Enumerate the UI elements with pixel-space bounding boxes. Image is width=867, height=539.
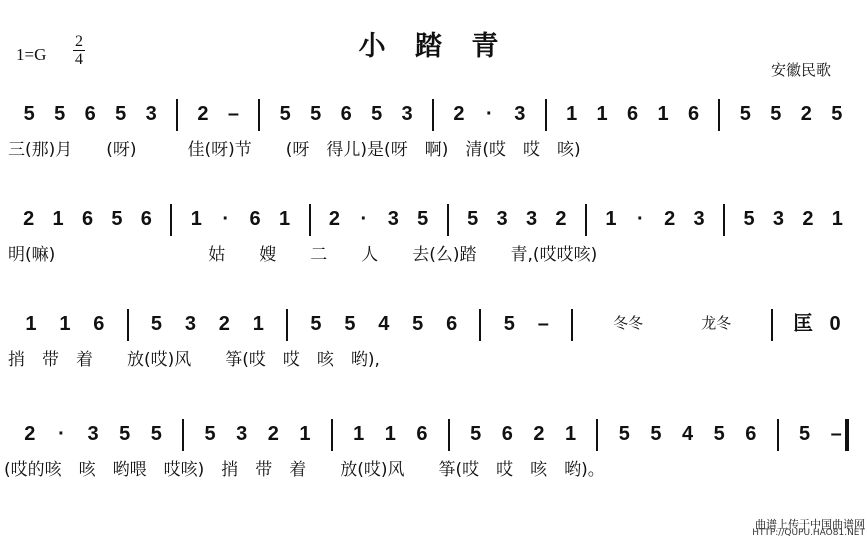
note: 1 bbox=[596, 103, 608, 125]
notation-line bbox=[0, 415, 867, 455]
note: 1 bbox=[605, 208, 617, 230]
note: 5 bbox=[467, 208, 479, 230]
note: 3 bbox=[693, 208, 705, 230]
barline bbox=[182, 419, 184, 451]
note: 1 bbox=[25, 313, 37, 335]
barline bbox=[718, 99, 720, 131]
note: · bbox=[360, 208, 368, 230]
note: – bbox=[537, 313, 549, 335]
note: 5 bbox=[743, 208, 755, 230]
lyric-text: 捎 带 着 放(哎)风 筝(哎 哎 咳 哟), bbox=[8, 350, 380, 370]
key-signature: 1=G bbox=[16, 45, 47, 64]
lyric-line bbox=[0, 240, 867, 270]
note: 6 bbox=[81, 208, 94, 230]
note: 1 bbox=[564, 423, 577, 445]
note: 匡 bbox=[793, 313, 814, 335]
barline bbox=[170, 204, 172, 236]
note: 4 bbox=[378, 313, 390, 335]
note: 1 bbox=[384, 423, 396, 445]
note: 3 bbox=[514, 103, 526, 125]
note: 6 bbox=[501, 423, 513, 445]
note: 6 bbox=[416, 423, 428, 445]
score-system-4 bbox=[0, 415, 867, 515]
note: 3 bbox=[145, 103, 157, 125]
note: 3 bbox=[772, 208, 785, 230]
note: 6 bbox=[140, 208, 152, 230]
watermark-site: 曲谱上传于中国曲谱网 bbox=[755, 518, 865, 531]
note: · bbox=[222, 208, 230, 230]
score-system-3 bbox=[0, 305, 867, 405]
notation-line bbox=[0, 305, 867, 345]
note: 1 bbox=[252, 313, 264, 335]
note: 5 bbox=[412, 313, 424, 335]
note: 5 bbox=[150, 423, 162, 445]
note: 5 bbox=[713, 423, 725, 445]
note: 3 bbox=[236, 423, 248, 445]
note: 3 bbox=[401, 103, 413, 125]
barline bbox=[479, 309, 481, 341]
note: 6 bbox=[340, 103, 352, 125]
note: 5 bbox=[503, 313, 515, 335]
note: 6 bbox=[249, 208, 261, 230]
note: 5 bbox=[204, 423, 216, 445]
barline bbox=[432, 99, 434, 131]
barline bbox=[176, 99, 178, 131]
note: 6 bbox=[84, 103, 96, 125]
note: 5 bbox=[119, 423, 131, 445]
note: 5 bbox=[770, 103, 782, 125]
note: 6 bbox=[93, 313, 105, 335]
barline bbox=[585, 204, 587, 236]
note: · bbox=[486, 103, 493, 125]
notation-line bbox=[0, 95, 867, 135]
note: 2 bbox=[555, 208, 567, 230]
lyric-text: 明(嘛) 姑 嫂 二 人 去(么)踏 青,(哎哎咳) bbox=[8, 245, 598, 265]
watermark-url: HTTP://QUPU.HAO81.NET bbox=[752, 528, 865, 538]
note: 5 bbox=[310, 103, 322, 125]
note: 2 bbox=[802, 208, 814, 230]
note: 6 bbox=[687, 103, 700, 125]
note: 2 bbox=[453, 103, 465, 125]
time-signature-bottom: 4 bbox=[75, 51, 83, 68]
time-signature-top: 2 bbox=[75, 33, 83, 50]
note: 2 bbox=[218, 313, 230, 335]
note: 1 bbox=[278, 208, 291, 230]
note: 2 bbox=[664, 208, 676, 230]
note: 5 bbox=[310, 313, 322, 335]
note: 1 bbox=[59, 313, 71, 335]
note: 1 bbox=[52, 208, 64, 230]
note: 1 bbox=[831, 208, 843, 230]
note: 6 bbox=[446, 313, 458, 335]
note: 5 bbox=[111, 208, 123, 230]
note: 1 bbox=[657, 103, 669, 125]
note: 5 bbox=[54, 103, 66, 125]
note: 3 bbox=[496, 208, 508, 230]
note: – bbox=[227, 103, 239, 125]
note: 2 bbox=[267, 423, 279, 445]
barline bbox=[777, 419, 779, 451]
note: 2 bbox=[328, 208, 341, 230]
barline bbox=[258, 99, 260, 131]
note: 5 bbox=[115, 103, 127, 125]
note: 5 bbox=[618, 423, 630, 445]
percussion-syllable: 冬冬 bbox=[613, 315, 644, 332]
note: 3 bbox=[387, 208, 399, 230]
note: 5 bbox=[417, 208, 429, 230]
notation-line bbox=[0, 200, 867, 240]
lyric-text: (哎的咳 咳 哟喂 哎咳) 捎 带 着 放(哎)风 筝(哎 哎 咳 哟)。 bbox=[4, 460, 605, 480]
time-signature bbox=[72, 33, 86, 68]
note: 5 bbox=[799, 423, 811, 445]
note: 5 bbox=[650, 423, 662, 445]
note: · bbox=[58, 423, 65, 445]
note: 5 bbox=[739, 103, 751, 125]
song-title: 小 踏 青 bbox=[358, 31, 509, 62]
barline bbox=[447, 204, 449, 236]
barline bbox=[309, 204, 311, 236]
note: 1 bbox=[353, 423, 365, 445]
lyric-line bbox=[0, 455, 867, 485]
note: 5 bbox=[150, 313, 163, 335]
barline bbox=[448, 419, 450, 451]
note: 5 bbox=[371, 103, 383, 125]
final-barline bbox=[845, 419, 849, 451]
note: 3 bbox=[184, 313, 196, 335]
note: 2 bbox=[197, 103, 209, 125]
note: 0 bbox=[829, 313, 841, 335]
note: 1 bbox=[299, 423, 311, 445]
barline bbox=[127, 309, 129, 341]
note: 3 bbox=[87, 423, 99, 445]
barline bbox=[571, 309, 573, 341]
note: 2 bbox=[533, 423, 545, 445]
note: 5 bbox=[470, 423, 482, 445]
note: 2 bbox=[23, 208, 35, 230]
note: 3 bbox=[525, 208, 538, 230]
barline bbox=[286, 309, 288, 341]
lyric-line bbox=[0, 135, 867, 165]
barline bbox=[723, 204, 725, 236]
lyric-text: 三(那)月 (呀) 佳(呀)节 (呀 得儿)是(呀 啊) 清(哎 哎 咳) bbox=[8, 140, 581, 160]
barline bbox=[771, 309, 773, 341]
barline bbox=[331, 419, 333, 451]
note: 4 bbox=[681, 423, 694, 445]
note: – bbox=[830, 423, 842, 445]
note: 5 bbox=[344, 313, 356, 335]
note: 1 bbox=[190, 208, 202, 230]
note: 5 bbox=[279, 103, 291, 125]
song-source: 安徽民歌 bbox=[770, 61, 831, 79]
note: 5 bbox=[23, 103, 35, 125]
barline bbox=[545, 99, 547, 131]
lyric-line bbox=[0, 345, 867, 375]
note: 1 bbox=[566, 103, 578, 125]
score-system-1 bbox=[0, 95, 867, 195]
score-system-2 bbox=[0, 200, 867, 300]
percussion-syllable: 龙冬 bbox=[701, 315, 732, 332]
note: 5 bbox=[831, 103, 843, 125]
note: 2 bbox=[24, 423, 36, 445]
note: 2 bbox=[800, 103, 812, 125]
barline bbox=[596, 419, 598, 451]
note: · bbox=[636, 208, 644, 230]
note: 6 bbox=[745, 423, 757, 445]
note: 6 bbox=[627, 103, 639, 125]
